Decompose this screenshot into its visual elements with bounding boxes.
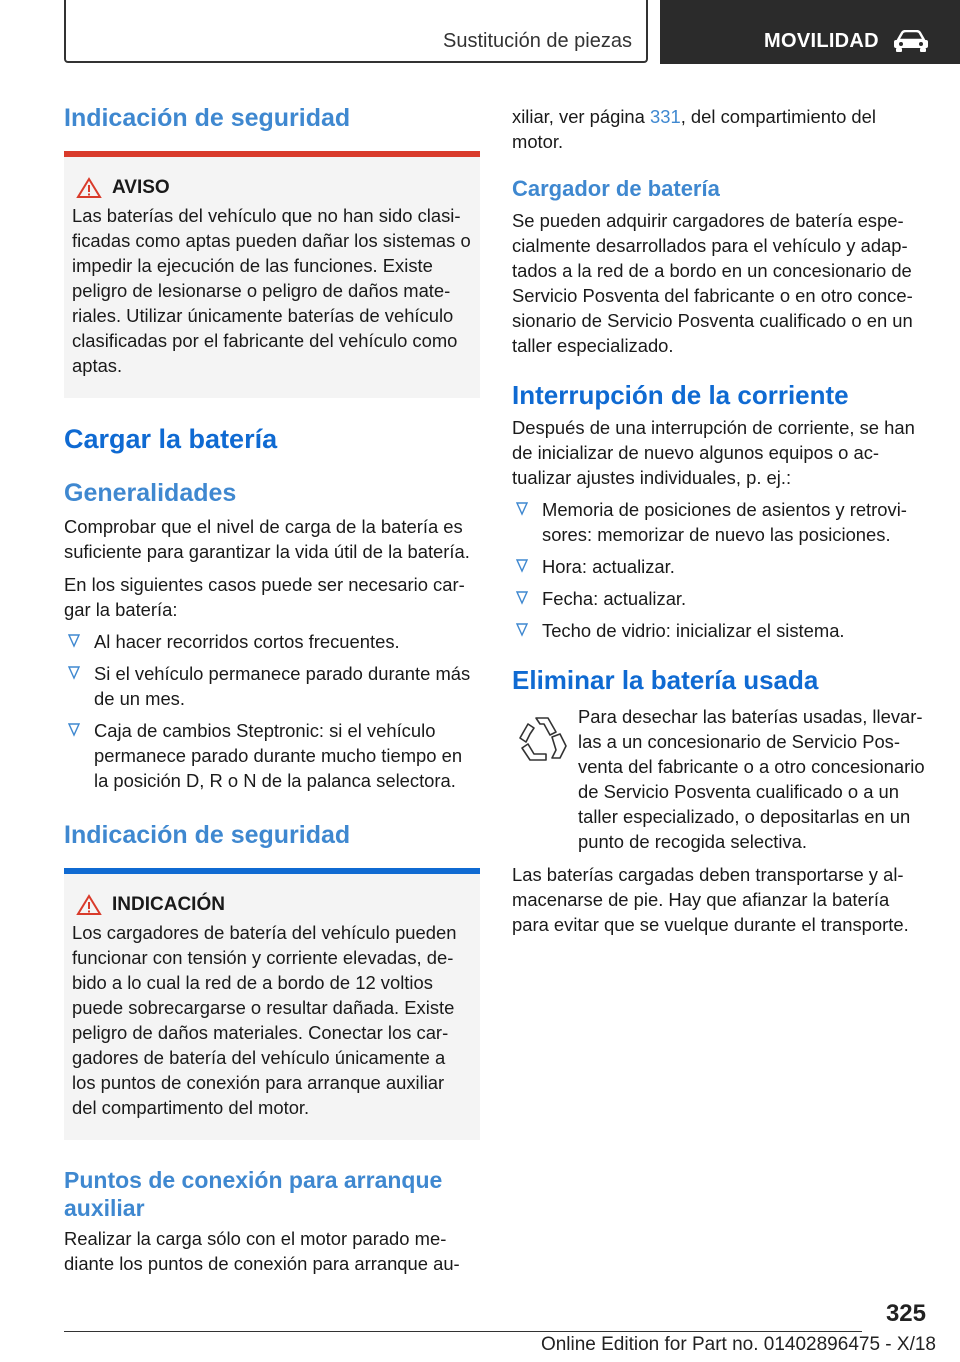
bullet-triangle-icon bbox=[68, 722, 80, 737]
warning-bar bbox=[64, 151, 480, 157]
charger-heading: Cargador de batería bbox=[512, 176, 720, 201]
jump-start-text: Realizar la carga sólo con el motor parado mediante los puntos de conexión para arranque au- bbox=[64, 1228, 460, 1274]
bullet-triangle-icon bbox=[68, 665, 80, 680]
warning-text: Las baterías del vehículo que no han sido clasificadas como aptas pueden dañar los sistemas o impedir la ejecución de las funciones. Existe peligro de lesionarse o peligro de daños materiales. Utilizar únicamente baterías de vehículo clasificadas por el fabricante del vehículo como aptas. bbox=[72, 205, 471, 376]
safety-heading-1: Indicación de seguridad bbox=[64, 104, 351, 132]
list-item: Al hacer recorridos cortos frecuentes. bbox=[64, 629, 480, 654]
jump-start-continuation: xiliar, ver página 331, del compartimiento del motor. bbox=[512, 106, 876, 152]
page-link[interactable]: 331 bbox=[650, 106, 681, 127]
bullet-triangle-icon bbox=[68, 633, 80, 648]
dispose-paragraph-1: Para desechar las baterías usadas, llevarlas a un concesionario de Servicio Posventa del fabricante o a otro concesionario de Servicio Posventa cualificado o a un taller especializado, o depositarlas en un punto de recogida selectiva. bbox=[578, 706, 925, 852]
warning-triangle-icon bbox=[76, 894, 102, 916]
indication-bar bbox=[64, 868, 480, 874]
section-title: Sustitución de piezas bbox=[442, 30, 632, 52]
warning-triangle-icon bbox=[76, 177, 102, 199]
list-item: Memoria de posiciones de asientos y retrovisores: memorizar de nuevo las posiciones. bbox=[512, 497, 928, 547]
charge-heading: Cargar la batería bbox=[64, 424, 278, 454]
list-item: Hora: actualizar. bbox=[512, 554, 928, 579]
general-paragraph-1: Comprobar que el nivel de carga de la batería es suficiente para garantizar la vida útil de la batería. bbox=[64, 516, 470, 562]
list-item: Fecha: actualizar. bbox=[512, 586, 928, 611]
jump-start-heading: Puntos de conexión para arranque auxiliar bbox=[64, 1167, 443, 1221]
edition-text: Online Edition for Part no. 01402896475 - X/18 bbox=[540, 1334, 936, 1355]
bullet-triangle-icon bbox=[516, 622, 528, 637]
indication-text: Los cargadores de batería del vehículo pueden funcionar con tensión y corriente elevadas, debido a lo cual la red de a bordo de 12 voltios puede sobrecargarse o resultar dañada. Existe peligro de daños materiales. Conectar los cargadores de batería del vehículo únicamente a los puntos de conexión para arranque auxiliar del compartimento del motor. bbox=[72, 922, 457, 1118]
chapter-tab bbox=[660, 0, 960, 64]
reset-list bbox=[512, 497, 928, 643]
list-item: Si el vehículo permanece parado durante más de un mes. bbox=[64, 661, 480, 711]
general-paragraph-2: En los siguientes casos puede ser necesario cargar la batería: bbox=[64, 574, 465, 620]
indication-box bbox=[64, 872, 480, 1140]
left-column bbox=[64, 96, 480, 1276]
chapter-title: MOVILIDAD bbox=[764, 30, 879, 52]
page-header bbox=[64, 0, 960, 66]
charger-text: Se pueden adquirir cargadores de batería especialmente desarrollados para el vehículo y adaptados a la red de a bordo en un concesionario de Servicio Posventa del fabricante o en otro concesionario de Servicio Posventa cualificado o en un taller especializado. bbox=[512, 210, 913, 356]
list-item: Techo de vidrio: inicializar el sistema. bbox=[512, 618, 928, 643]
dispose-paragraph-2: Las baterías cargadas deben transportarse y almacenarse de pie. Hay que afianzar la batería para evitar que se vuelque durante el transporte. bbox=[512, 864, 909, 935]
conditions-list bbox=[64, 629, 480, 793]
warning-box bbox=[64, 155, 480, 398]
bullet-triangle-icon bbox=[516, 558, 528, 573]
warning-label: AVISO bbox=[112, 177, 170, 198]
interruption-text: Después de una interrupción de corriente, se han de inicializar de nuevo algunos equipos o actualizar ajustes individuales, p. ej.: bbox=[512, 417, 915, 488]
safety-heading-2: Indicación de seguridad bbox=[64, 821, 351, 849]
right-column bbox=[512, 96, 928, 937]
list-item: Caja de cambios Steptronic: si el vehículo permanece parado durante mucho tiempo en la posición D, R o N de la palanca selectora. bbox=[64, 718, 480, 793]
recycle-icon bbox=[514, 712, 570, 766]
car-icon bbox=[892, 30, 930, 54]
indication-label: INDICACIÓN bbox=[112, 894, 225, 915]
bullet-triangle-icon bbox=[516, 501, 528, 516]
interruption-heading: Interrupción de la corriente bbox=[512, 380, 849, 410]
dispose-block bbox=[512, 704, 928, 854]
general-heading: Generalidades bbox=[64, 479, 237, 507]
dispose-heading: Eliminar la batería usada bbox=[512, 665, 819, 695]
section-tab bbox=[64, 0, 648, 63]
page-number: 325 bbox=[885, 1300, 926, 1327]
bullet-triangle-icon bbox=[516, 590, 528, 605]
footer-divider bbox=[64, 1331, 862, 1332]
